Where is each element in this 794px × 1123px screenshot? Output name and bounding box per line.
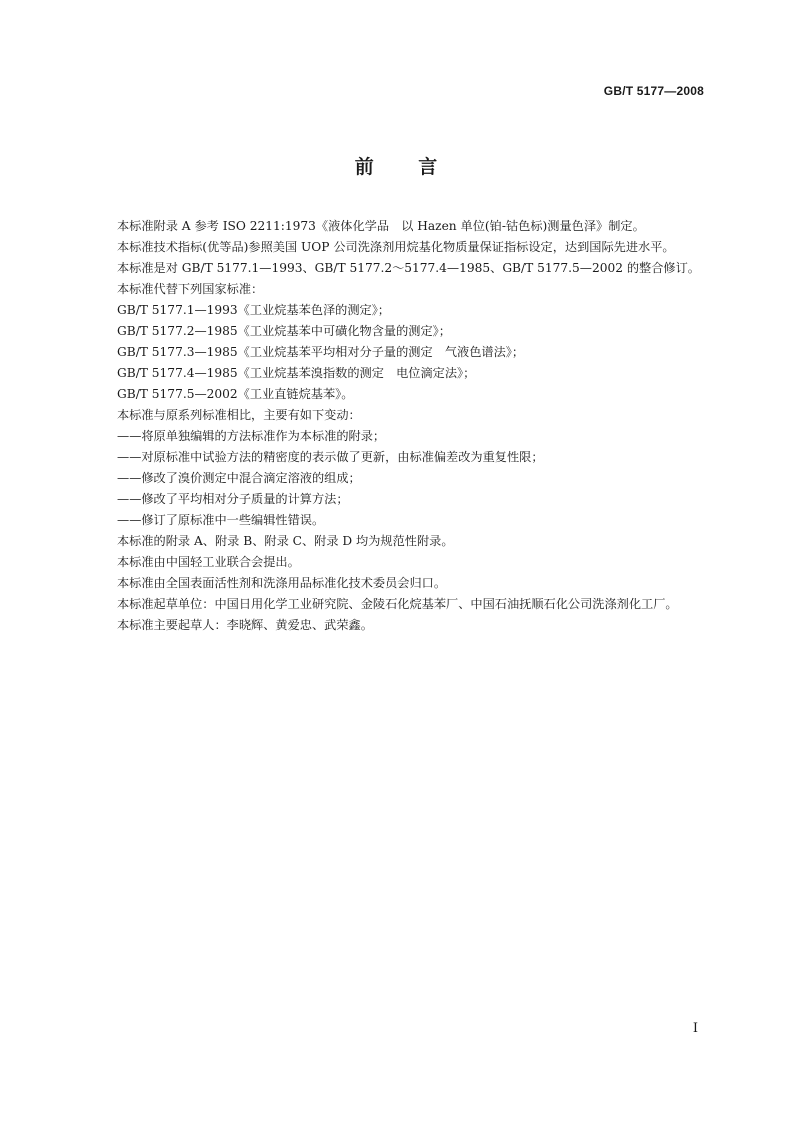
standard-code: GB/T 5177—2008: [603, 84, 704, 98]
change-item: ——修改了平均相对分子质量的计算方法；: [117, 492, 349, 506]
replaced-standard-item: GB/T 5177.2—1985《工业烷基苯中可磺化物含量的测定》；: [117, 324, 451, 338]
paragraph: 本标准起草单位：中国日用化学工业研究院、金陵石化烷基苯厂、中国石油抚顺石化公司洗涤剂化工厂。: [117, 597, 678, 611]
change-item: ——将原单独编辑的方法标准作为本标准的附录；: [117, 429, 386, 443]
paragraph: 本标准附录 A 参考 ISO 2211:1973《液体化学品 以 Hazen 单位(铂-钴色标)测量色泽》制定。: [117, 219, 645, 233]
foreword-body: [91, 216, 705, 636]
paragraph: 本标准由全国表面活性剂和洗涤用品标准化技术委员会归口。: [117, 576, 447, 590]
page-title: 前 言: [354, 156, 440, 178]
replaced-standard-item: GB/T 5177.5—2002《工业直链烷基苯》。: [117, 387, 354, 401]
change-item: ——对原标准中试验方法的精密度的表示做了更新，由标准偏差改为重复性限；: [117, 450, 544, 464]
change-item: ——修订了原标准中一些编辑性错误。: [117, 513, 325, 527]
change-item: ——修改了溴价测定中混合滴定溶液的组成；: [117, 471, 361, 485]
paragraph: 本标准由中国轻工业联合会提出。: [117, 555, 300, 569]
paragraph: 本标准技术指标(优等品)参照美国 UOP 公司洗涤剂用烷基化物质量保证指标设定，达到国际先进水平。: [117, 240, 675, 254]
paragraph: 本标准代替下列国家标准：: [117, 282, 264, 296]
replaced-standard-item: GB/T 5177.1—1993《工业烷基苯色泽的测定》；: [117, 303, 390, 317]
paragraph: 本标准与原系列标准相比，主要有如下变动：: [117, 408, 361, 422]
paragraph: 本标准是对 GB/T 5177.1—1993、GB/T 5177.2～5177.4—1985、GB/T 5177.5—2002 的整合修订。: [117, 261, 700, 275]
replaced-standard-item: GB/T 5177.4—1985《工业烷基苯溴指数的测定 电位滴定法》；: [117, 366, 476, 380]
replaced-standard-item: GB/T 5177.3—1985《工业烷基苯平均相对分子量的测定 气液色谱法》；: [117, 345, 525, 359]
page-number: I: [692, 1021, 698, 1036]
paragraph: 本标准主要起草人：李晓辉、黄爱忠、武荣鑫。: [117, 618, 373, 632]
paragraph: 本标准的附录 A、附录 B、附录 C、附录 D 均为规范性附录。: [117, 534, 454, 548]
